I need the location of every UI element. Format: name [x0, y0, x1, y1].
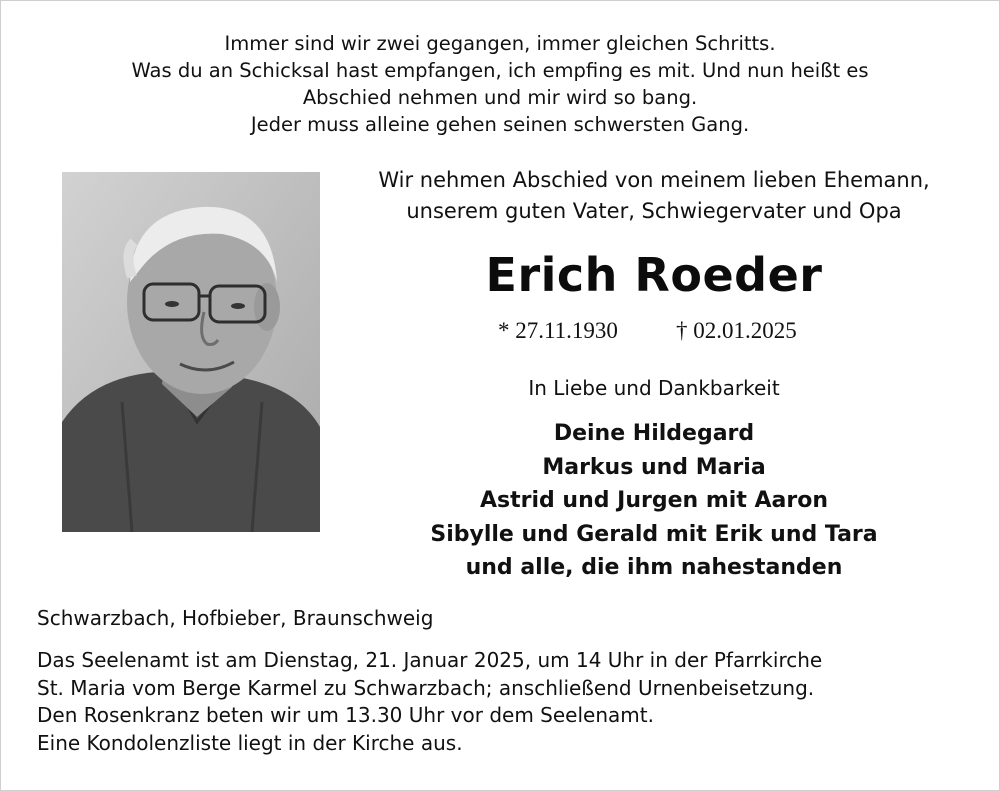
intro-line: unserem guten Vater, Schwiegervater und Opa [406, 199, 902, 223]
mourner-line: und alle, die ihm nahestanden [465, 555, 843, 580]
portrait-photo [62, 172, 320, 532]
poem-line: Abschied nehmen und mir wird so bang. [302, 86, 698, 109]
service-line: Den Rosenkranz beten wir um 13.30 Uhr vor dem Seelenamt. [37, 703, 654, 727]
mourner-line: Astrid und Jurgen mit Aaron [480, 488, 828, 513]
poem-line: Immer sind wir zwei gegangen, immer gleichen Schritts. [224, 32, 776, 55]
places-line: Schwarzbach, Hofbieber, Braunschweig [37, 606, 434, 630]
mourner-line: Sibylle und Gerald mit Erik und Tara [430, 521, 878, 547]
poem [0, 30, 1000, 138]
service-line: Eine Kondolenzliste liegt in der Kirche aus. [37, 730, 463, 755]
poem-line: Was du an Schicksal hast empfangen, ich empfing es mit. Und nun heißt es [131, 59, 869, 82]
service-info [37, 647, 822, 757]
portrait-illustration [62, 172, 320, 532]
intro-text [340, 165, 968, 227]
deceased-name: Erich Roeder [485, 248, 823, 302]
service-line: St. Maria vom Berge Karmel zu Schwarzbach; anschließend Urnenbeisetzung. [37, 675, 815, 700]
mourners-list [340, 417, 968, 585]
poem-line: Jeder muss alleine gehen seinen schwersten Gang. [250, 113, 750, 136]
service-line: Das Seelenamt ist am Dienstag, 21. Januar 2025, um 14 Uhr in der Pfarrkirche [37, 648, 823, 672]
mourner-line: Markus und Maria [542, 454, 766, 480]
birth-date: * 27.11.1930 [498, 318, 618, 343]
gratitude-line: In Liebe und Dankbarkeit [528, 376, 780, 400]
mourner-line: Deine Hildegard [553, 421, 755, 446]
intro-line: Wir nehmen Abschied von meinem lieben Ehemann, [378, 168, 930, 192]
death-date: † 02.01.2025 [676, 318, 797, 343]
